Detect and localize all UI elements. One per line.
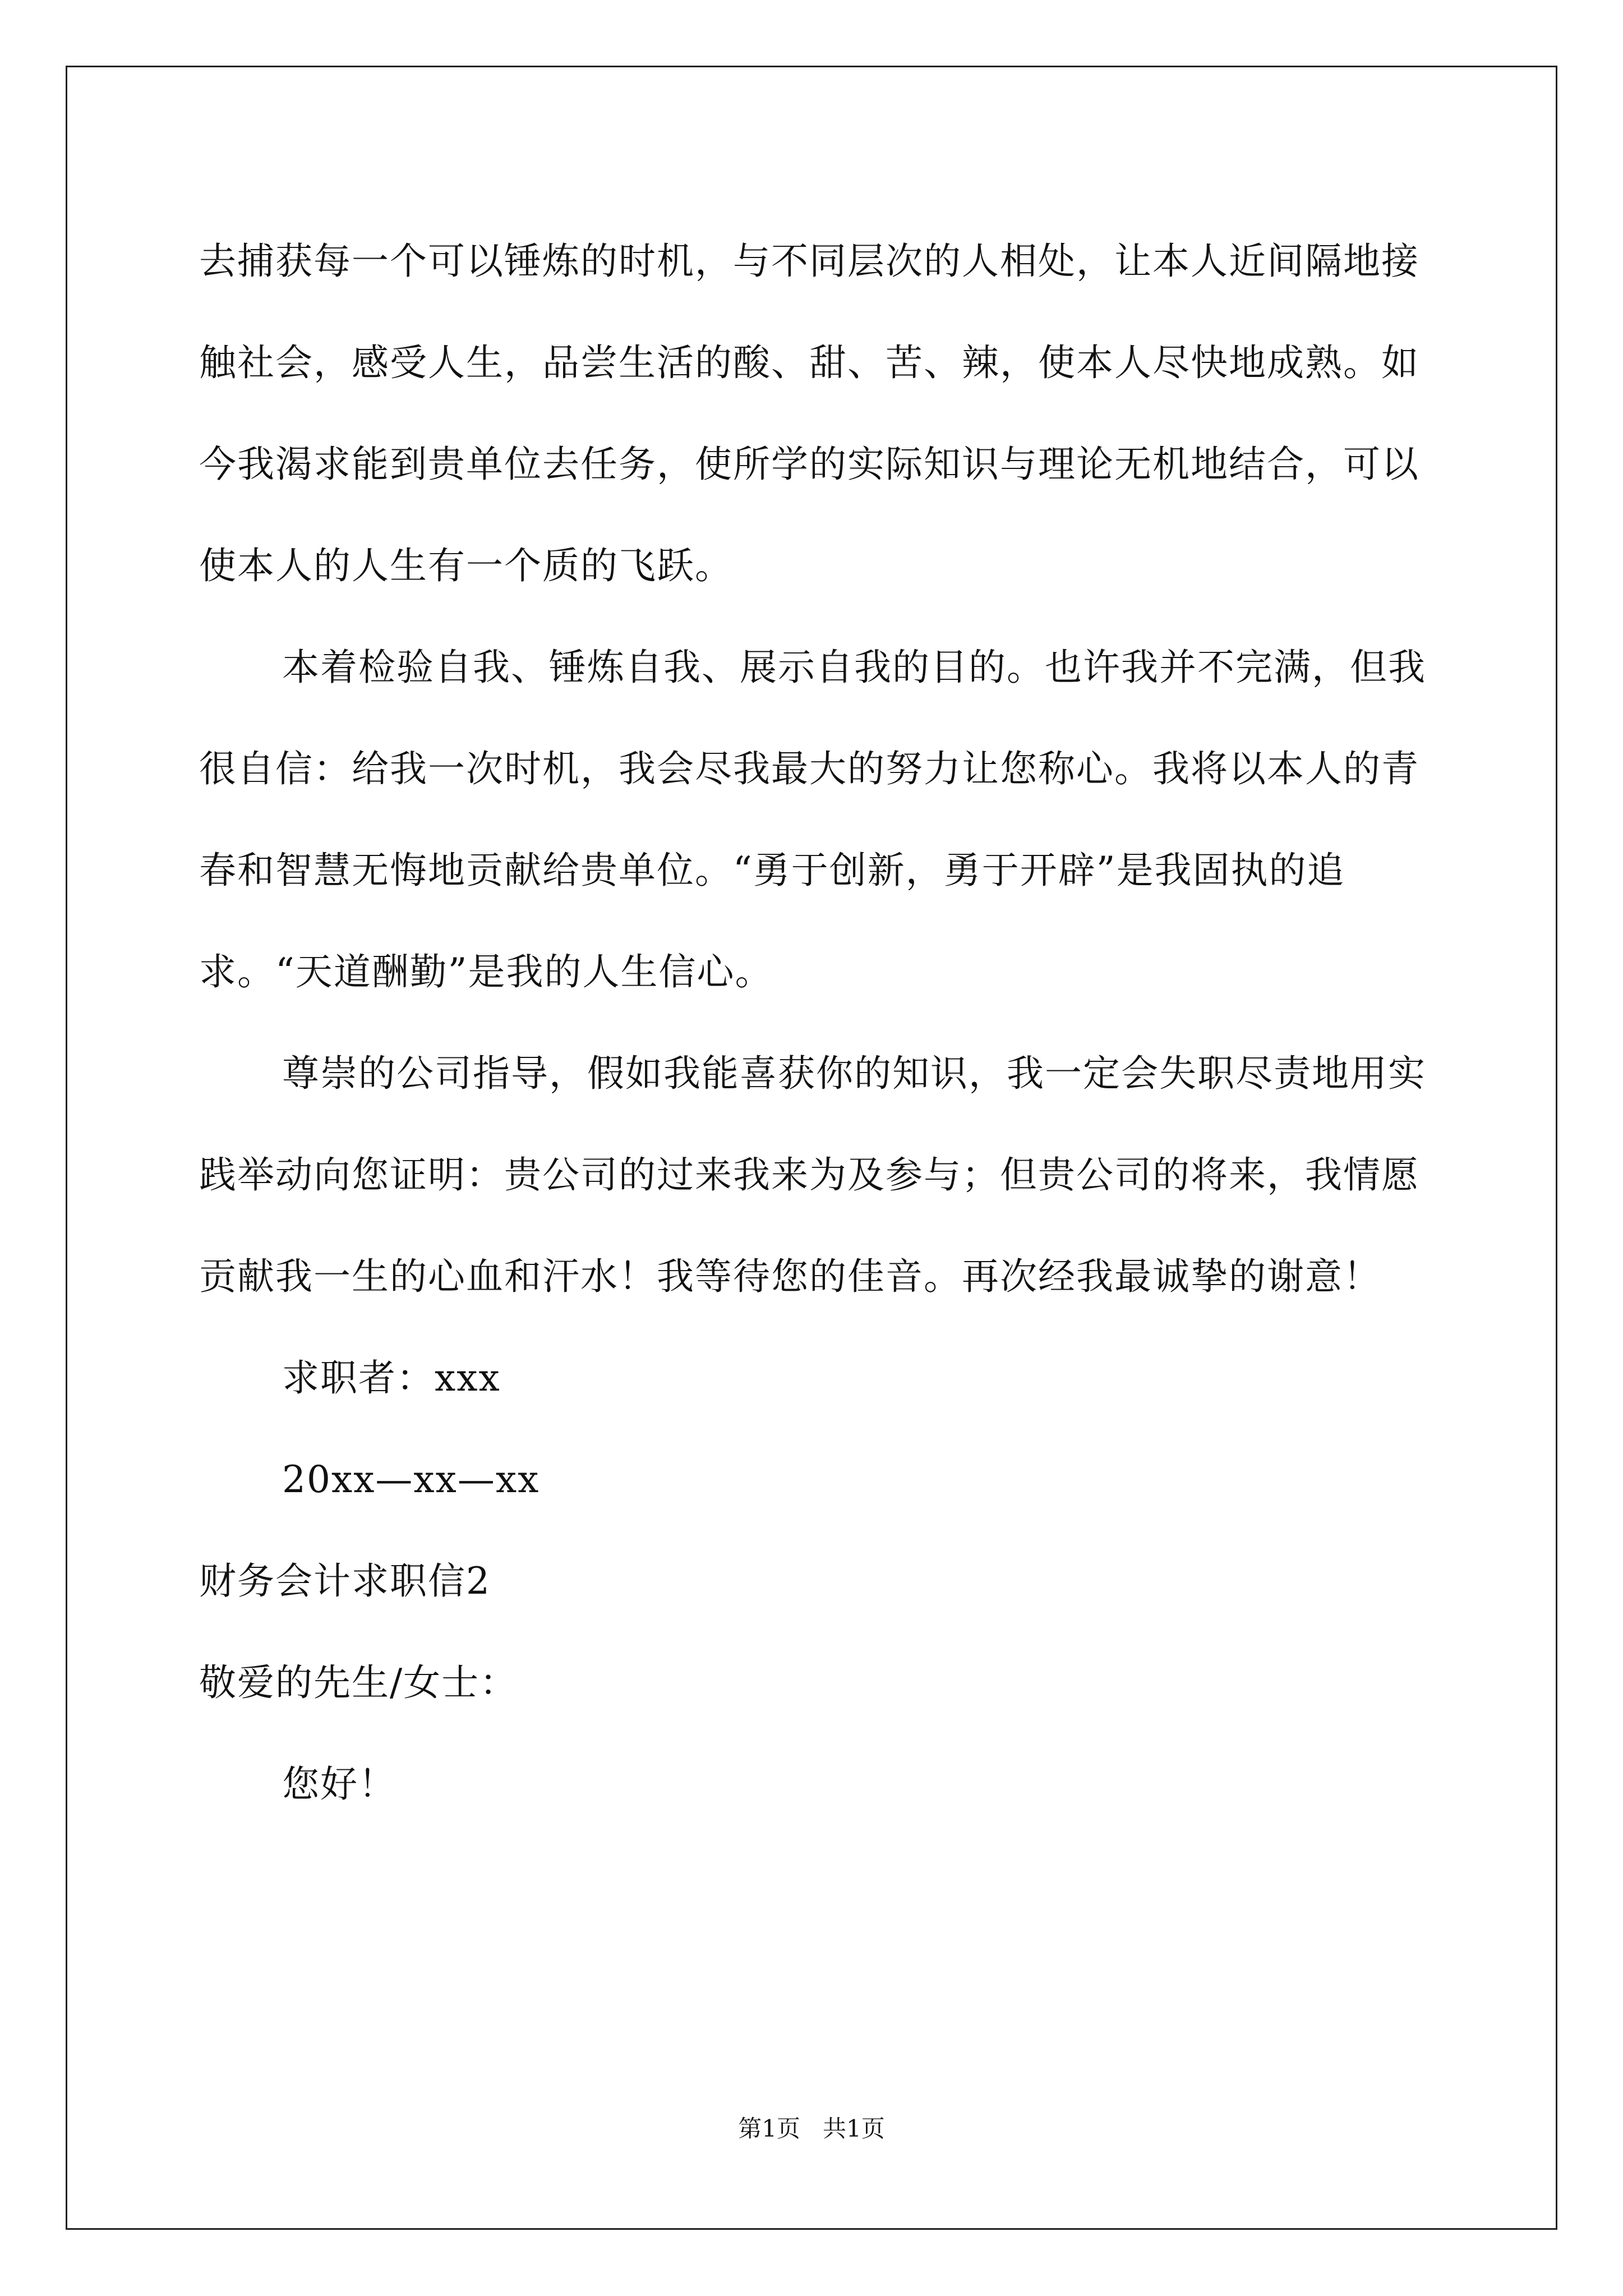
page-total: 共1页 (823, 2115, 885, 2142)
page-number: 第1页 (738, 2115, 800, 2142)
salutation: 敬爱的先生/女士： (199, 1661, 518, 1704)
greeting: 您好！ (282, 1763, 396, 1806)
signature-line: 求职者：xxx (282, 1356, 501, 1400)
paragraph-2: 本着检验自我、锤炼自我、展示自我的目的。也许我并不完满，但我很自信：给我一次时机，我会尽我最大的努力让您称心。我将以本人的青春和智慧无悔地贡献给贵单位。“勇于创新，勇于开辟”是我固执的追求。“天道酬勤”是我的人生信心。 (199, 646, 1426, 993)
paragraph-1: 去捕获每一个可以锤炼的时机，与不同层次的人相处，让本人近间隔地接触社会，感受人生，品尝生活的酸、甜、苦、辣，使本人尽快地成熟。如今我渴求能到贵单位去任务，使所学的实际知识与理论无机地结合，可以使本人的人生有一个质的飞跃。 (199, 240, 1419, 587)
section-title: 财务会计求职信2 (199, 1559, 491, 1603)
page-footer (0, 2112, 1623, 2146)
document-body (199, 210, 1433, 1835)
date-line: 20xx—xx—xx (282, 1458, 540, 1501)
paragraph-3: 尊崇的公司指导，假如我能喜获你的知识，我一定会失职尽责地用实践举动向您证明：贵公司的过来我来为及参与；但贵公司的将来，我情愿贡献我一生的心血和汗水！我等待您的佳音。再次经我最诚挚的谢意！ (199, 1052, 1426, 1298)
